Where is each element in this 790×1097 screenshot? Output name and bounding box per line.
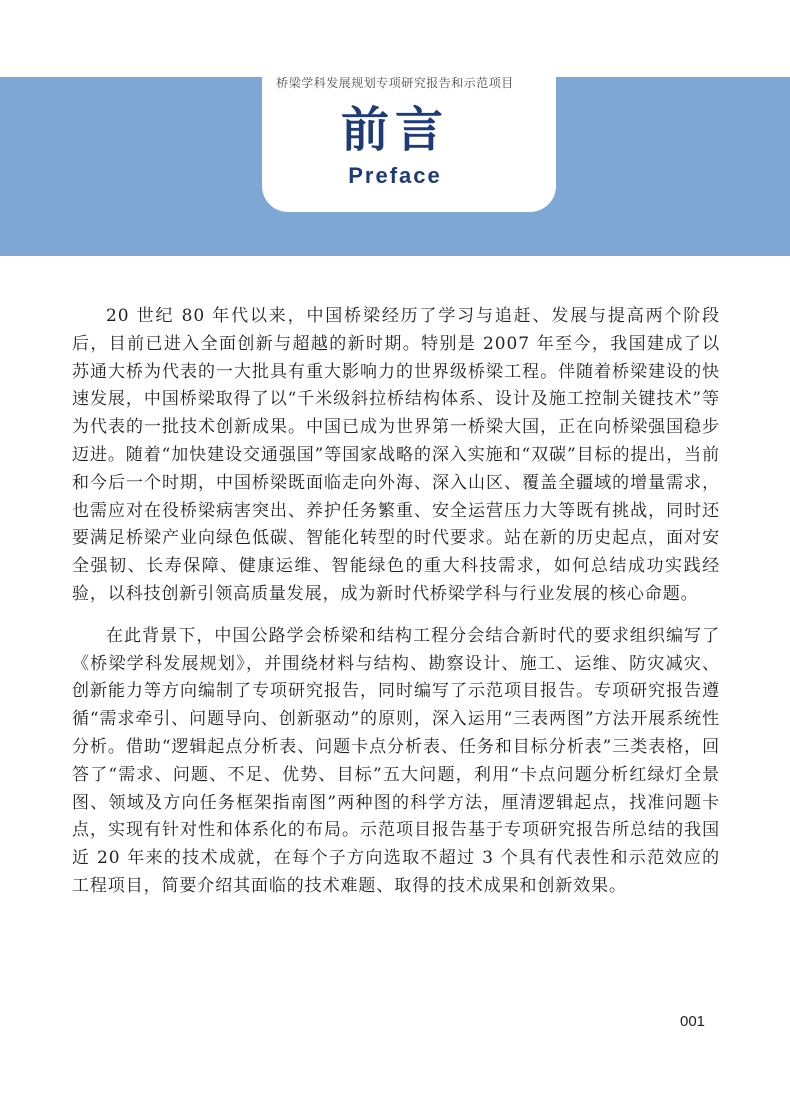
- page-title: 前言: [340, 102, 449, 158]
- paragraph-1: 20 世纪 80 年代以来，中国桥梁经历了学习与追赶、发展与提高两个阶段后，目前已进入全面创新与超越的新时期。特别是 2007 年至今，我国建成了以苏通大桥为代表的一大批具有重大影响力的世界级桥梁工程。伴随着桥梁建设的快速发展，中国桥梁取得了以“千米级斜拉桥结构体系、设计及施工控制关键技术”等为代表的一批技术创新成果。中国已成为世界第一桥梁大国，正在向桥梁强国稳步迈进。随着“加快建设交通强国”等国家战略的深入实施和“双碳”目标的提出，当前和今后一个时期，中国桥梁既面临走向外海、深入山区、覆盖全疆域的增量需求，也需应对在役桥梁病害突出、养护任务繁重、安全运营压力大等既有挑战，同时还要满足桥梁产业向绿色低碳、智能化转型的时代要求。站在新的历史起点，面对安全强韧、长寿保障、健康运维、智能绿色的重大科技需求，如何总结成功实践经验，以科技创新引领高质量发展，成为新时代桥梁学科与行业发展的核心命题。: [72, 306, 720, 604]
- page-subtitle: Preface: [348, 163, 442, 188]
- body-text: [72, 303, 720, 915]
- running-title: 桥梁学科发展规划专项研究报告和示范项目: [276, 76, 514, 90]
- paragraph-2: 在此背景下，中国公路学会桥梁和结构工程分会结合新时代的要求组织编写了《桥梁学科发展规划》，并围绕材料与结构、勘察设计、施工、运维、防灾减灾、创新能力等方向编制了专项研究报告，同时编写了示范项目报告。专项研究报告遵循“需求牵引、问题导向、创新驱动”的原则，深入运用“三表两图”方法开展系统性分析。借助“逻辑起点分析表、问题卡点分析表、任务和目标分析表”三类表格，回答了“需求、问题、不足、优势、目标”五大问题，利用“卡点问题分析红绿灯全景图、领域及方向任务框架指南图”两种图的科学方法，厘清逻辑起点，找准问题卡点，实现有针对性和体系化的布局。示范项目报告基于专项研究报告所总结的我国近 20 年来的技术成就，在每个子方向选取不超过 3 个具有代表性和示范效应的工程项目，简要介绍其面临的技术难题、取得的技术成果和创新效果。: [72, 625, 720, 896]
- page-number: 001: [680, 1013, 706, 1030]
